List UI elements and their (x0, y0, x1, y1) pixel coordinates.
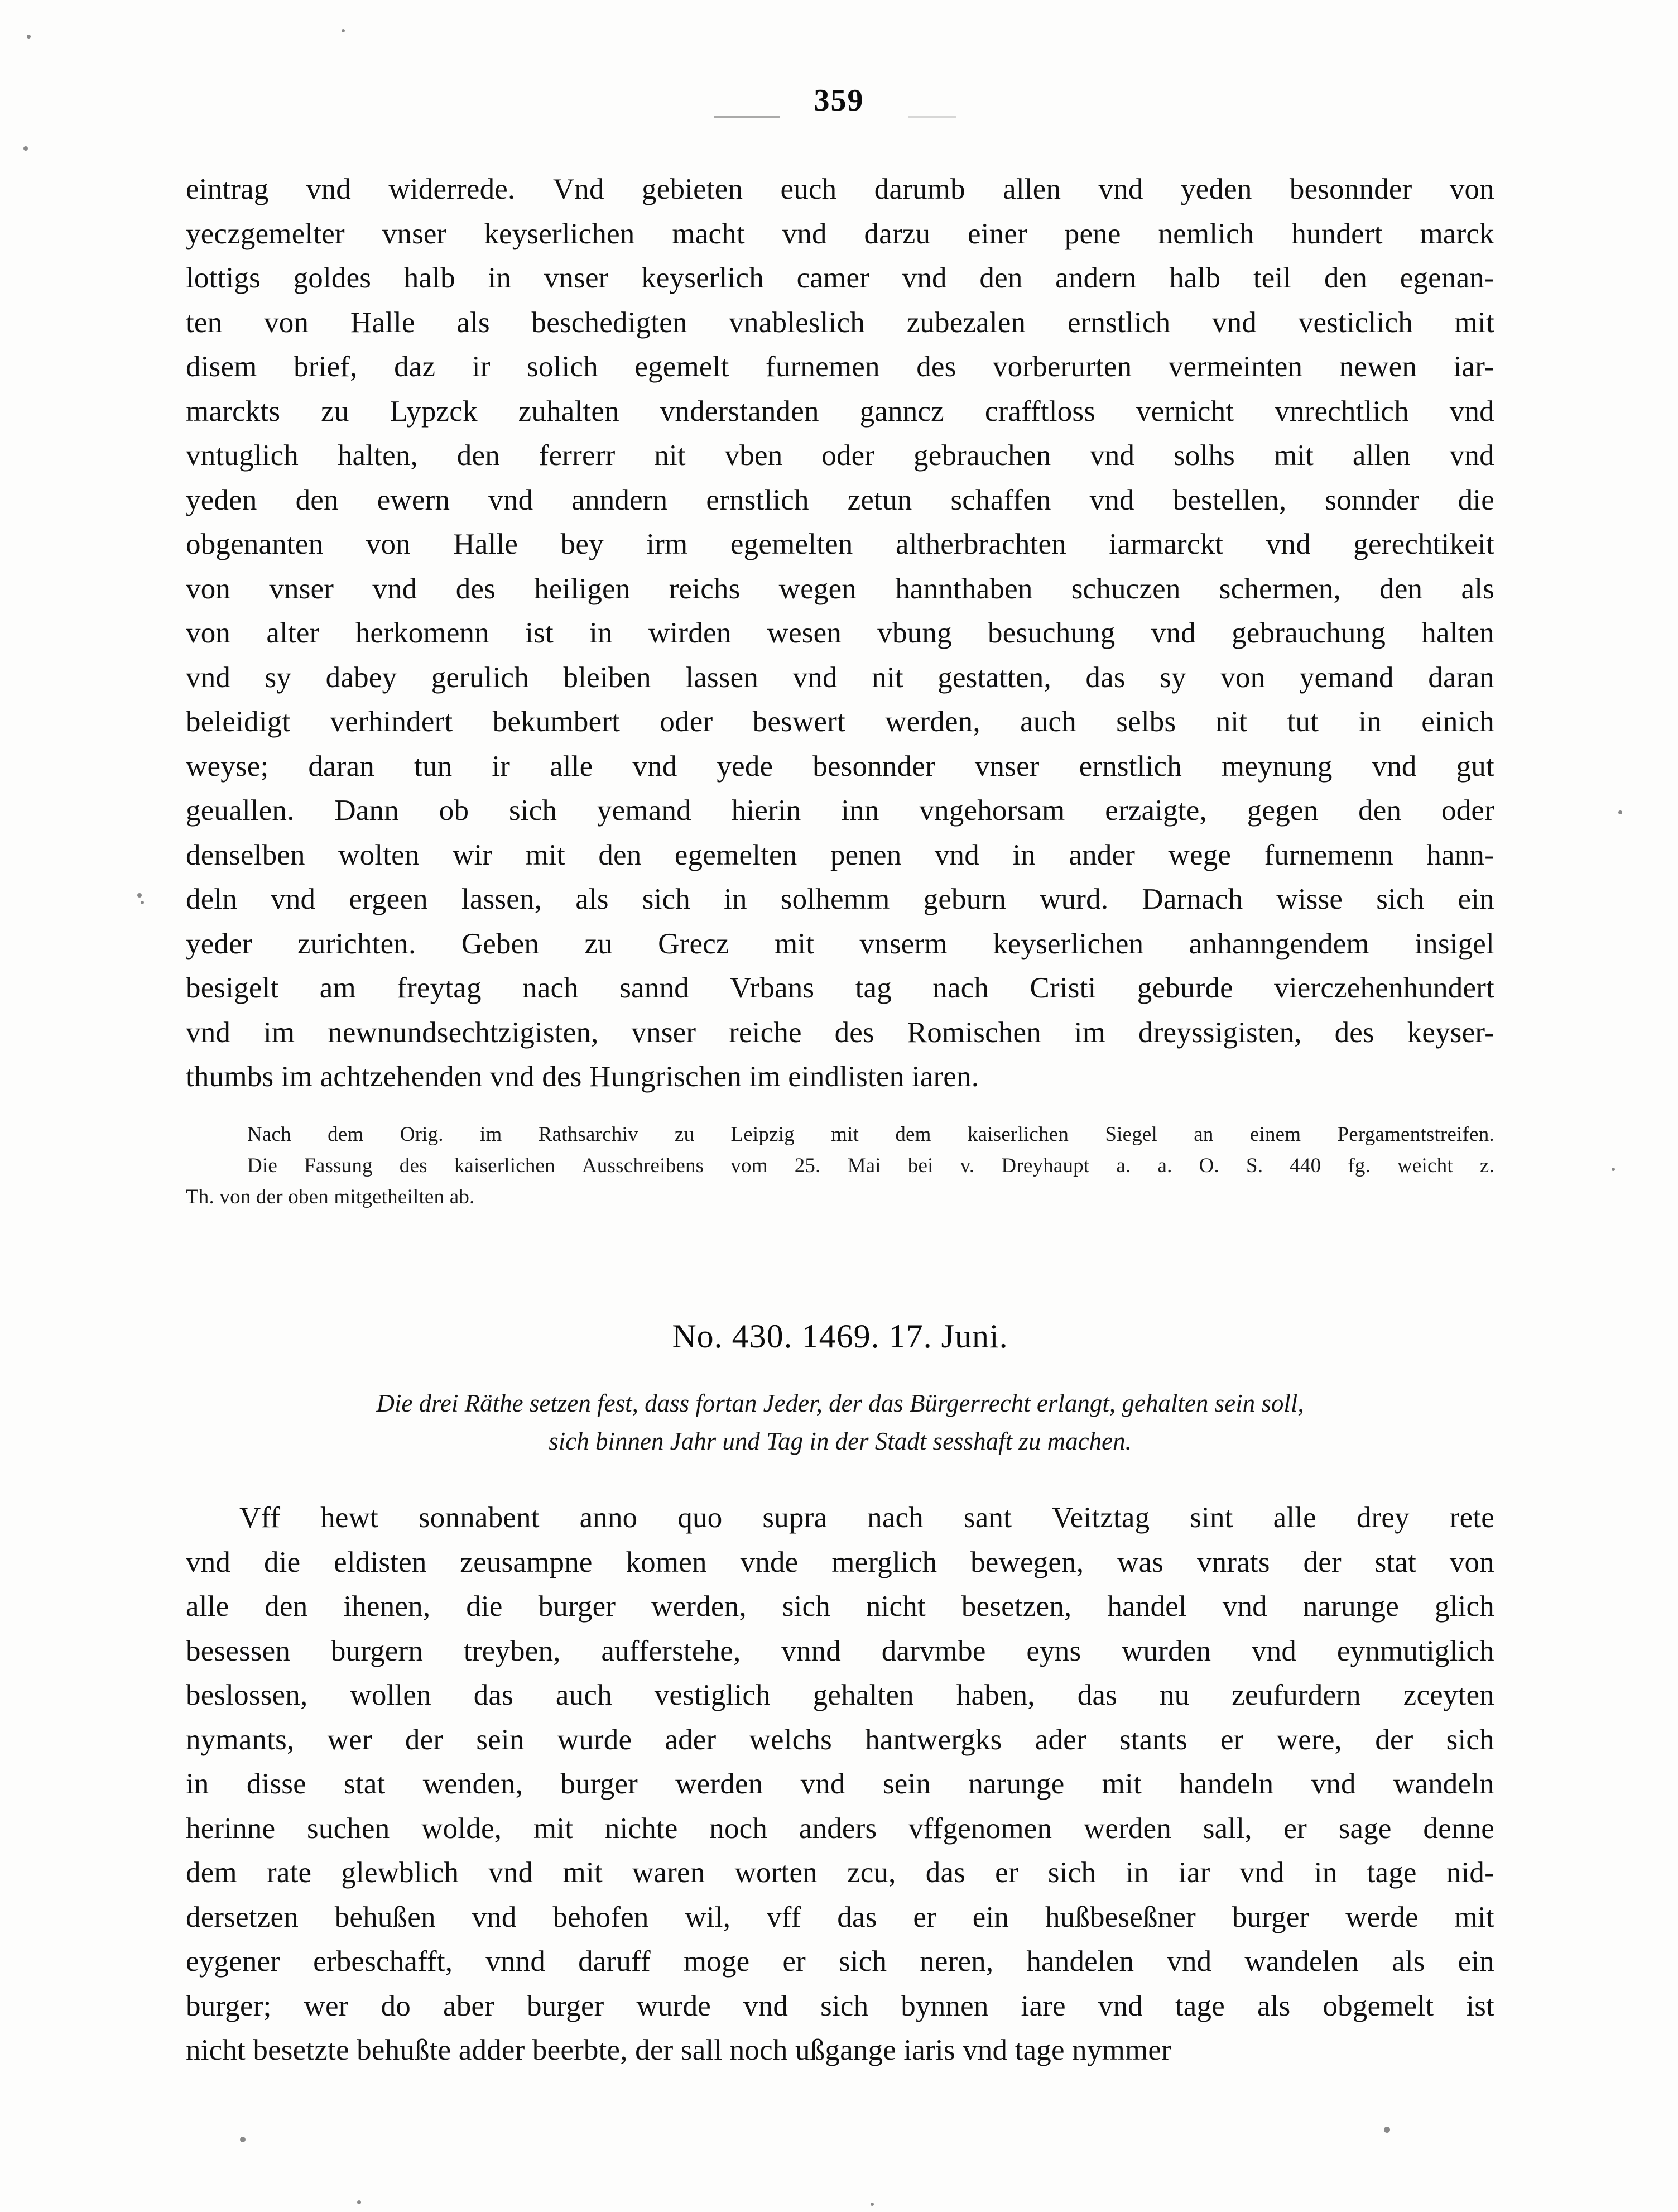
text-line: vnd die eldisten zeusampne komen vnde merglich bewegen, was vnrats der stat von (186, 1546, 1494, 1578)
text-line: vnd im newnundsechtzigisten, vnser reiche des Romischen im dreyssigisten, des keyser- (186, 1016, 1494, 1049)
text-line: geuallen. Dann ob sich yemand hierin inn vngehorsam erzaigte, gegen den oder (186, 794, 1494, 827)
text-line: eintrag vnd widerrede. Vnd gebieten euch darumb allen vnd yeden besonnder von (186, 173, 1494, 205)
page-number: 359 (814, 83, 864, 118)
text-line: obgenanten von Halle bey irm egemelten altherbrachten iarmarckt vnd gerechtikeit (186, 528, 1494, 560)
text-line: nicht besetzte behußte adder beerbte, der sall noch ußgange iaris vnd tage nymmer (186, 2034, 1172, 2066)
text-line: herinne suchen wolde, mit nichte noch anders vffgenomen werden sall, er sage denne (186, 1812, 1494, 1845)
text-line: alle den ihenen, die burger werden, sich nicht besetzen, handel vnd narunge glich (186, 1590, 1494, 1623)
scan-speck (1384, 2127, 1390, 2133)
text-line: beleidigt verhindert bekumbert oder beswert werden, auch selbs nit tut in einich (186, 706, 1494, 738)
section-heading: No. 430. 1469. 17. Juni. (672, 1318, 1008, 1355)
text-line: marckts zu Lypzck zuhalten vnderstanden ganncz crafftloss vernicht vnrechtlich vnd (186, 395, 1494, 428)
text-line: dersetzen behußen vnd behofen wil, vff das er ein hußbeseßner burger werde mit (186, 1901, 1494, 1933)
scan-speck (141, 901, 144, 904)
text-line: von vnser vnd des heiligen reichs wegen hannthaben schuczen schermen, den als (186, 572, 1494, 605)
scan-speck (240, 2137, 246, 2142)
text-line: eygener erbeschafft, vnnd daruff moge er sich neren, handelen vnd wandelen als ein (186, 1945, 1494, 1978)
archival-source-note (186, 1119, 1494, 1213)
scan-speck (137, 893, 142, 898)
text-line: nymants, wer der sein wurde ader welchs hantwergks ader stants er were, der sich (186, 1723, 1494, 1756)
text-line: lottigs goldes halb in vnser keyserlich camer vnd den andern halb teil den egenan- (186, 262, 1494, 294)
scan-speck (1612, 1168, 1615, 1171)
text-line: von alter herkomenn ist in wirden wesen vbung besuchung vnd gebrauchung halten (186, 617, 1494, 649)
text-line: yeczgemelter vnser keyserlichen macht vnd darzu einer pene nemlich hundert marck (186, 217, 1494, 250)
scan-speck (23, 146, 28, 151)
text-line: in disse stat wenden, burger werden vnd sein narunge mit handeln vnd wandeln (186, 1768, 1494, 1800)
text-line: vntuglich halten, den ferrerr nit vben oder gebrauchen vnd solhs mit allen vnd (186, 439, 1494, 472)
text-line: thumbs im achtzehenden vnd des Hungrischen im eindlisten iaren. (186, 1061, 979, 1093)
text-line: weyse; daran tun ir alle vnd yede besonnder vnser ernstlich meynung vnd gut (186, 750, 1494, 783)
text-line: ten von Halle als beschedigten vnableslich zubezalen ernstlich vnd vesticlich mit (186, 306, 1494, 339)
text-line: dem rate glewblich vnd mit waren worten zcu, das er sich in iar vnd in tage nid- (186, 1856, 1494, 1889)
summary-line: Die drei Räthe setzen fest, dass fortan Jeder, der das Bürgerrecht erlangt, gehalten sein soll, (376, 1389, 1304, 1417)
text-line: disem brief, daz ir solich egemelt furnemen des vorberurten vermeinten newen iar- (186, 351, 1494, 383)
text-line: besigelt am freytag nach sannd Vrbans tag nach Cristi geburde vierczehenhundert (186, 972, 1494, 1004)
text-line: besessen burgern treyben, aufferstehe, vnnd darvmbe eyns wurden vnd eynmutiglich (186, 1634, 1494, 1667)
text-line: deln vnd ergeen lassen, als sich in solhemm geburn wurd. Darnach wisse sich ein (186, 883, 1494, 915)
note-line: Th. von der oben mitgetheilten ab. (186, 1186, 475, 1208)
scan-speck (357, 2200, 361, 2204)
summary-line: sich binnen Jahr und Tag in der Stadt sesshaft zu machen. (549, 1427, 1132, 1455)
scan-speck (871, 2203, 874, 2206)
note-line: Nach dem Orig. im Rathsarchiv zu Leipzig mit dem kaiserlichen Siegel an einem Pergamentstreifen. (247, 1123, 1494, 1146)
council-ordinance-paragraph (186, 1496, 1494, 2073)
text-line: denselben wolten wir mit den egemelten penen vnd in ander wege furnemenn hann- (186, 838, 1494, 871)
text-line: vnd sy dabey gerulich bleiben lassen vnd nit gestatten, das sy von yemand daran (186, 661, 1494, 694)
charter-continuation-paragraph (186, 167, 1494, 1100)
text-line: beslossen, wollen das auch vestiglich gehalten haben, das nu zeufurdern zceyten (186, 1679, 1494, 1711)
section-summary (186, 1384, 1494, 1460)
note-line: Die Fassung des kaiserlichen Ausschreibens vom 25. Mai bei v. Dreyhaupt a. a. O. S. 440 fg. weicht z. (247, 1154, 1494, 1177)
text-line: yeden den ewern vnd anndern ernstlich zetun schaffen vnd bestellen, sonnder die (186, 483, 1494, 516)
text-line: yeder zurichten. Geben zu Grecz mit vnserm keyserlichen anhanngendem insigel (186, 927, 1494, 960)
scan-speck (27, 35, 31, 39)
scan-speck (342, 29, 345, 32)
text-line: burger; wer do aber burger wurde vnd sich bynnen iare vnd tage als obgemelt ist (186, 1989, 1494, 2022)
scan-speck (1618, 810, 1622, 814)
text-line: Vff hewt sonnabent anno quo supra nach sant Veitztag sint alle drey rete (239, 1501, 1494, 1534)
